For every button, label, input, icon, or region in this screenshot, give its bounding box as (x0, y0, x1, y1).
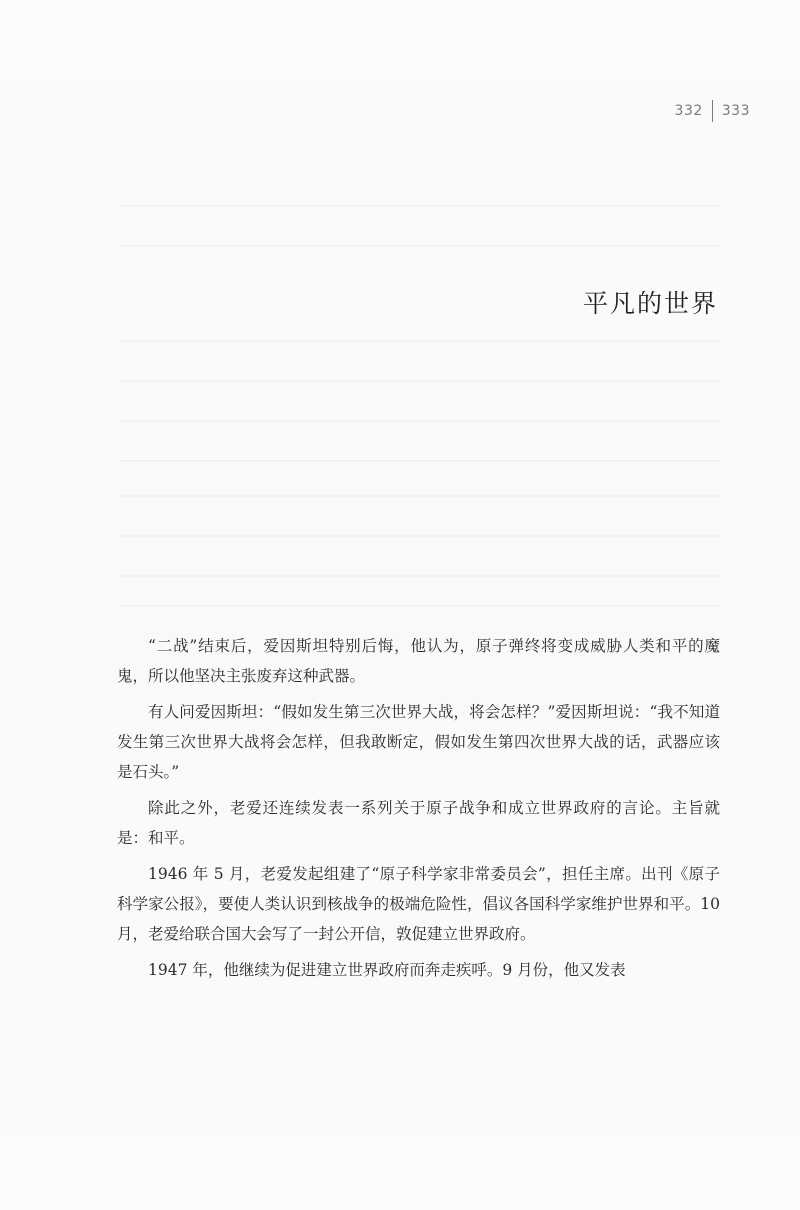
paragraph: “二战”结束后，爱因斯坦特别后悔，他认为，原子弹终将变成威胁人类和平的魔鬼，所以他坚决主张废弃这种武器。 (117, 637, 720, 685)
chapter-title: 平凡的世界 (582, 289, 718, 318)
bleed-through-line (120, 205, 720, 207)
paragraph: 1946 年 5 月，老爱发起组建了“原子科学家非常委员会”，担任主席。出刊《原子科学家公报》，要使人类认识到核战争的极端危险性，倡议各国科学家维护世界和平。10 月，老爱给联合国大会写了一封公开信，敦促建立世界政府。 (117, 865, 720, 943)
bleed-through-line (120, 575, 720, 577)
bleed-through-line (120, 380, 720, 382)
right-page-number: 333 (721, 103, 750, 119)
bleed-through-line (120, 420, 720, 422)
left-page-number: 332 (674, 103, 703, 119)
bleed-through-line (120, 605, 720, 607)
bleed-through-line (120, 535, 720, 537)
bleed-through-line (120, 340, 720, 342)
paragraph: 除此之外，老爱还连续发表一系列关于原子战争和成立世界政府的言论。主旨就是：和平。 (117, 799, 720, 847)
bleed-through-line (120, 460, 720, 462)
paragraph: 1947 年，他继续为促进建立世界政府而奔走疾呼。9 月份，他又发表 (148, 961, 626, 979)
bleed-through-line (120, 495, 720, 497)
page-number-header (675, 100, 750, 122)
page-number-divider (712, 100, 713, 122)
bleed-through-line (120, 245, 720, 247)
paragraph: 有人问爱因斯坦：“假如发生第三次世界大战，将会怎样？”爱因斯坦说：“我不知道发生第三次世界大战将会怎样，但我敢断定，假如发生第四次世界大战的话，武器应该是石头。” (117, 703, 720, 781)
body-text (117, 631, 720, 991)
